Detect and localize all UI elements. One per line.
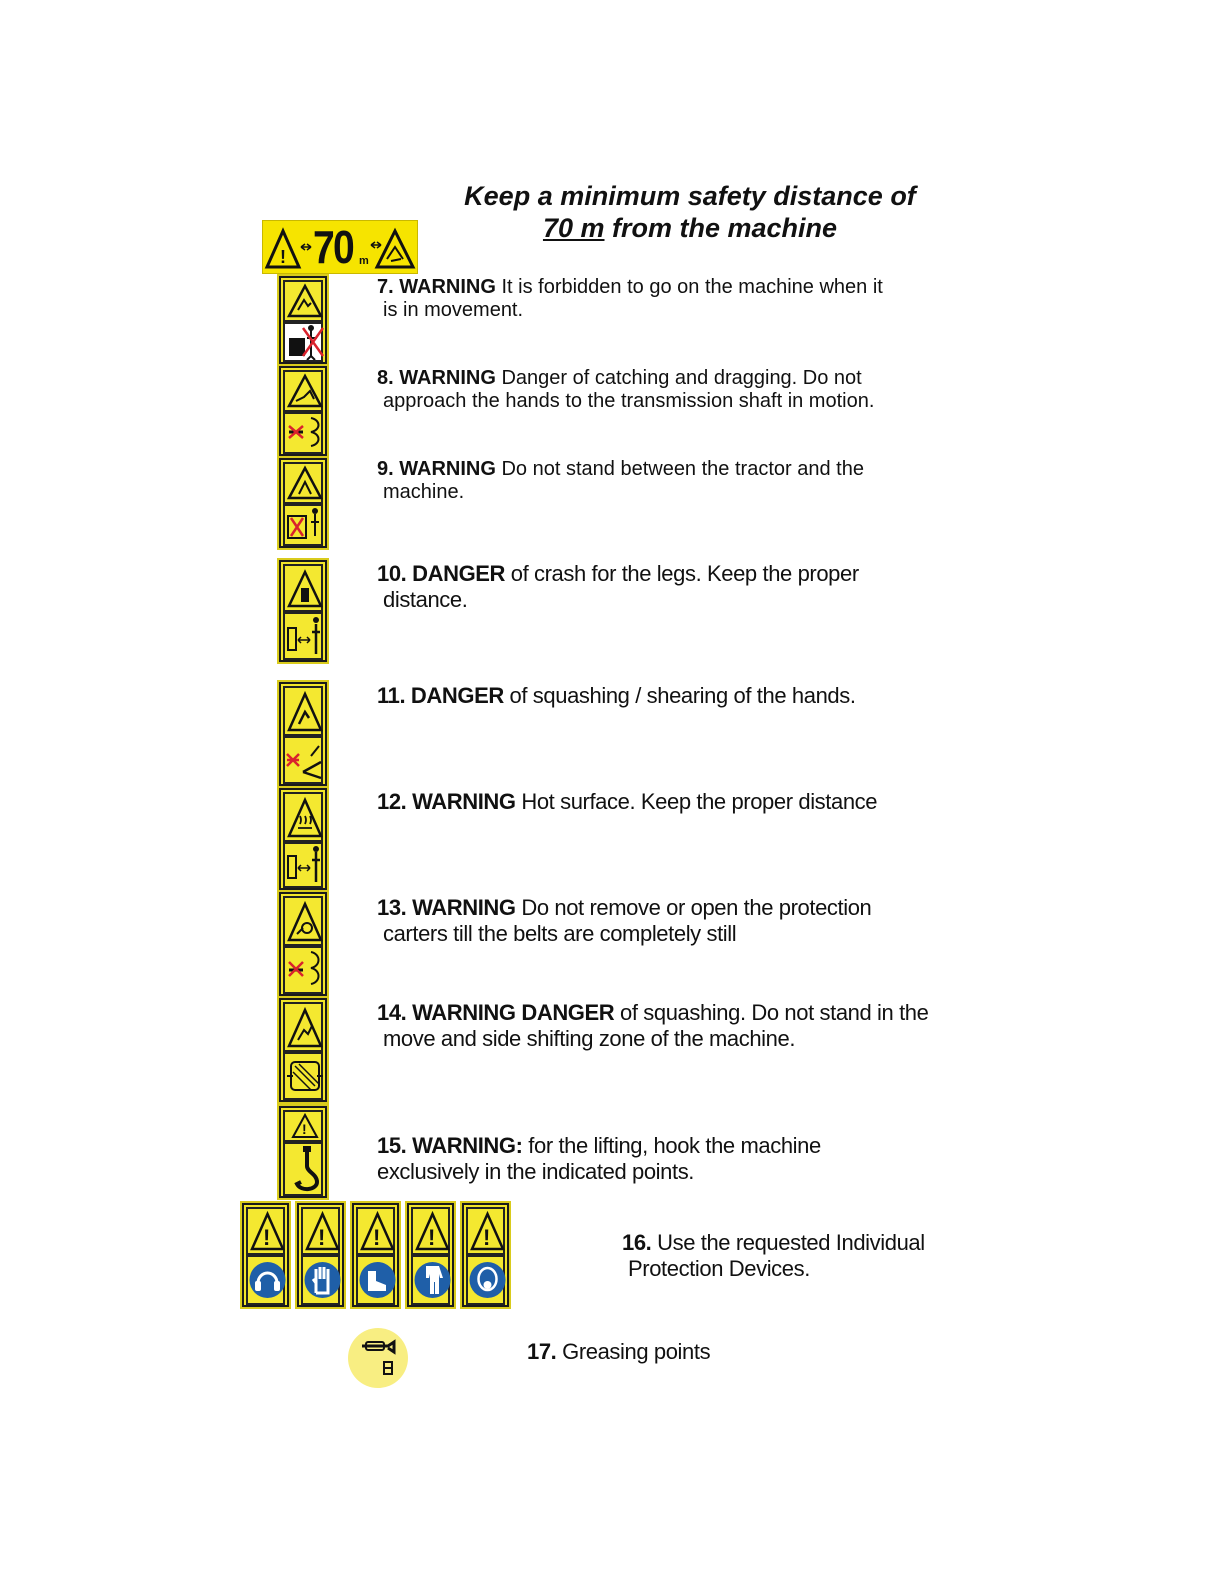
item-keyword: WARNING DANGER bbox=[412, 1000, 615, 1025]
item-17-text bbox=[527, 1339, 827, 1365]
item-number: 12. bbox=[377, 789, 407, 814]
heading-line-2 bbox=[440, 212, 940, 244]
ppe-label-gloves bbox=[297, 1203, 344, 1307]
item-15-text bbox=[377, 1133, 923, 1185]
heading-line-2-rest: from the machine bbox=[604, 213, 838, 243]
no-climbing-moving-machine-icon bbox=[283, 322, 323, 362]
shaft-entanglement-icon bbox=[283, 412, 323, 454]
overalls-icon bbox=[411, 1255, 450, 1305]
safety-shoes-icon bbox=[356, 1255, 395, 1305]
item-keyword: WARNING bbox=[399, 458, 496, 480]
item-number: 15. bbox=[377, 1133, 407, 1158]
item-7-text bbox=[377, 276, 926, 322]
warning-triangle-icon bbox=[283, 564, 323, 612]
item-keyword: WARNING bbox=[412, 789, 516, 814]
item-keyword: WARNING: bbox=[412, 1133, 523, 1158]
warning-triangle-icon bbox=[283, 896, 323, 946]
distance-sign bbox=[262, 220, 418, 274]
label-item-11 bbox=[279, 682, 327, 786]
item-8-text bbox=[377, 367, 926, 413]
svg-text:!: ! bbox=[263, 1225, 271, 1250]
item-number: 11. bbox=[377, 683, 406, 708]
warning-triangle-icon bbox=[246, 1207, 285, 1255]
label-item-15 bbox=[279, 1106, 327, 1198]
item-line-2: machine. bbox=[383, 481, 465, 503]
hand-shearing-icon bbox=[283, 736, 323, 784]
item-line-2: approach the hands to the transmission shaft in motion. bbox=[383, 390, 875, 412]
item-line-2: carters till the belts are completely still bbox=[383, 921, 737, 946]
label-item-13 bbox=[279, 892, 327, 996]
grease-nipple-icon bbox=[348, 1328, 408, 1388]
label-item-9 bbox=[279, 458, 327, 548]
item-16-text bbox=[622, 1230, 952, 1282]
svg-text:!: ! bbox=[373, 1225, 381, 1250]
item-9-text bbox=[377, 458, 926, 504]
item-line-2: exclusively in the indicated points. bbox=[377, 1159, 695, 1184]
ppe-label-shoes bbox=[352, 1203, 399, 1307]
item-number: 16. bbox=[622, 1230, 652, 1255]
label-item-7 bbox=[279, 276, 327, 364]
ppe-label-mask bbox=[462, 1203, 509, 1307]
belt-guard-icon bbox=[283, 946, 323, 994]
item-line-1: Hot surface. Keep the proper distance bbox=[515, 789, 878, 814]
warning-triangle-icon bbox=[466, 1207, 505, 1255]
svg-text:!: ! bbox=[428, 1225, 436, 1250]
item-line-1: Use the requested Individual bbox=[651, 1230, 925, 1255]
ppe-label-overalls bbox=[407, 1203, 454, 1307]
warning-triangle-icon bbox=[283, 792, 323, 842]
item-line-1: Do not stand between the tractor and the bbox=[495, 458, 864, 480]
warning-triangle-icon bbox=[411, 1207, 450, 1255]
item-line-2: move and side shifting zone of the machine. bbox=[383, 1026, 796, 1051]
item-line-1: of squashing / shearing of the hands. bbox=[503, 683, 856, 708]
warning-triangle-icon bbox=[283, 280, 323, 322]
warning-triangle-icon bbox=[283, 1110, 323, 1142]
item-number: 13. bbox=[377, 895, 407, 920]
label-item-10 bbox=[279, 560, 327, 662]
item-keyword: WARNING bbox=[412, 895, 516, 920]
item-line-1: Danger of catching and dragging. Do not bbox=[495, 367, 862, 389]
item-line-1: of squashing. Do not stand in the bbox=[614, 1000, 929, 1025]
hot-surface-icon bbox=[283, 842, 323, 888]
heading-distance: 70 m bbox=[542, 213, 605, 243]
gloves-icon bbox=[301, 1255, 340, 1305]
heading-line-1: Keep a minimum safety distance of bbox=[464, 181, 916, 211]
svg-text:!: ! bbox=[318, 1225, 326, 1250]
page-heading bbox=[440, 180, 940, 244]
item-keyword: WARNING bbox=[399, 276, 496, 298]
ear-protection-icon bbox=[246, 1255, 285, 1305]
item-line-1: It is forbidden to go on the machine when it bbox=[495, 276, 883, 298]
svg-text:!: ! bbox=[483, 1225, 491, 1250]
item-number: 10. bbox=[377, 561, 407, 586]
item-12-text bbox=[377, 789, 937, 815]
item-10-text bbox=[377, 561, 925, 613]
ppe-label-ear bbox=[242, 1203, 289, 1307]
face-mask-icon bbox=[466, 1255, 505, 1305]
item-keyword: DANGER bbox=[410, 683, 504, 708]
item-line-1: for the lifting, hook the machine bbox=[522, 1133, 821, 1158]
item-line-2: distance. bbox=[383, 587, 468, 612]
item-14-text bbox=[377, 1000, 937, 1052]
warning-triangle-icon bbox=[356, 1207, 395, 1255]
warning-triangle-icon bbox=[283, 462, 323, 504]
item-number: 8. bbox=[377, 367, 394, 389]
leg-crush-distance-icon bbox=[283, 612, 323, 660]
item-keyword: WARNING bbox=[399, 367, 496, 389]
side-shifting-crush-icon bbox=[283, 1052, 323, 1100]
label-item-14 bbox=[279, 998, 327, 1102]
item-11-text bbox=[377, 683, 937, 709]
svg-text:!: ! bbox=[302, 1121, 307, 1137]
distance-value: 70 bbox=[313, 221, 354, 273]
item-line-1: Greasing points bbox=[556, 1339, 711, 1364]
label-item-8 bbox=[279, 366, 327, 456]
item-13-text bbox=[377, 895, 923, 947]
warning-triangle-icon bbox=[283, 370, 323, 412]
item-keyword: DANGER bbox=[412, 561, 506, 586]
warning-triangle-icon bbox=[283, 686, 323, 736]
item-line-2: Protection Devices. bbox=[628, 1256, 810, 1281]
svg-text:!: ! bbox=[280, 247, 286, 267]
item-number: 9. bbox=[377, 458, 394, 480]
lifting-hook-icon bbox=[283, 1142, 323, 1196]
distance-unit: m bbox=[359, 255, 369, 267]
label-item-12 bbox=[279, 788, 327, 890]
ppe-labels bbox=[240, 1203, 512, 1309]
item-number: 7. bbox=[377, 276, 394, 298]
item-line-1: Do not remove or open the protection bbox=[515, 895, 872, 920]
warning-triangle-icon bbox=[301, 1207, 340, 1255]
item-line-2: is in movement. bbox=[383, 299, 524, 321]
item-number: 14. bbox=[377, 1000, 407, 1025]
item-number: 17. bbox=[527, 1339, 557, 1364]
item-line-1: of crash for the legs. Keep the proper bbox=[505, 561, 859, 586]
warning-triangle-icon bbox=[283, 1002, 323, 1052]
crush-between-tractor-icon bbox=[283, 504, 323, 546]
